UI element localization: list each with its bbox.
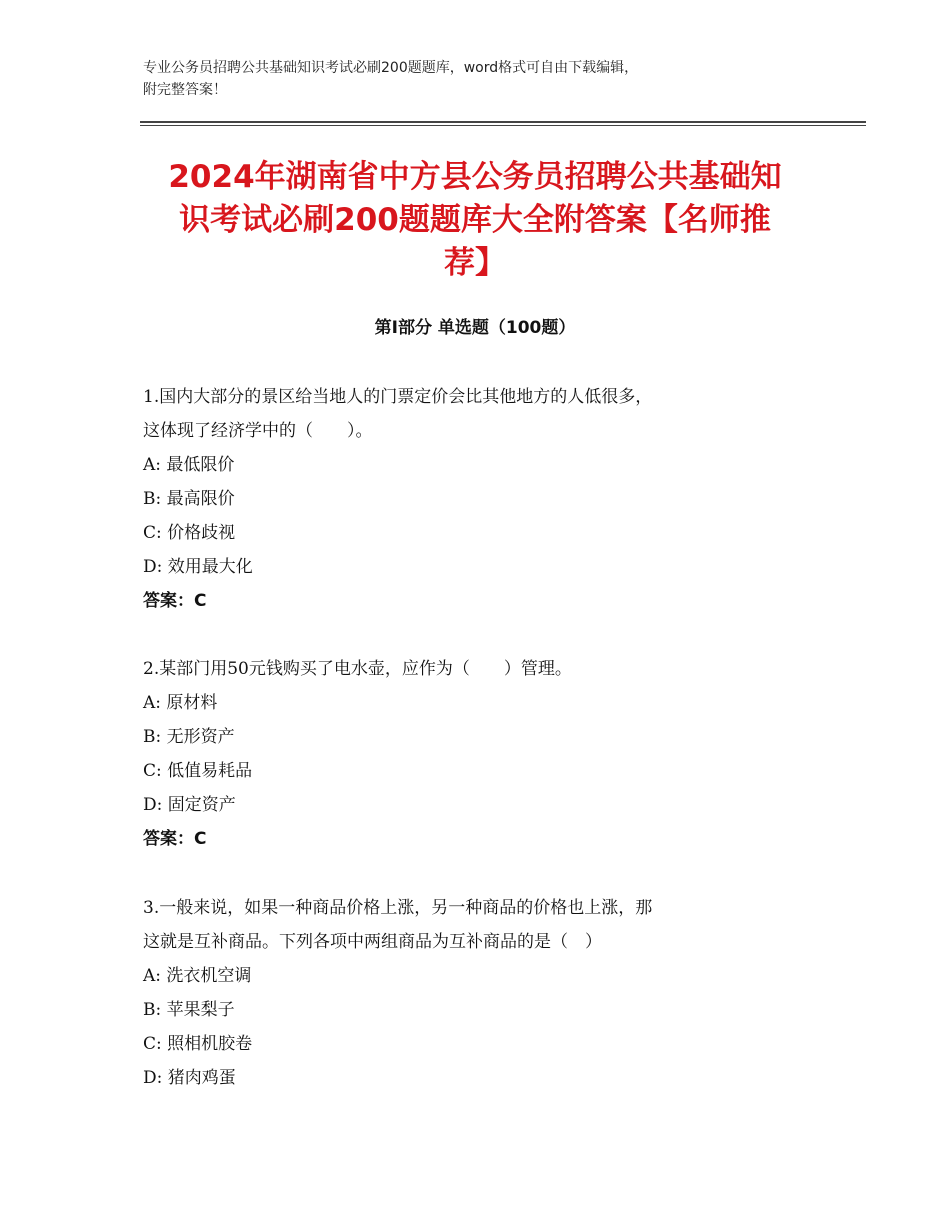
title-line: 识考试必刷200题题库大全附答案【名师推: [179, 202, 771, 238]
answer: 答案：C: [143, 591, 207, 611]
option-d: D: 猪肉鸡蛋: [143, 1068, 236, 1088]
option-c: C: 价格歧视: [143, 523, 236, 543]
section-heading: 第Ⅰ部分 单选题（100题）: [374, 318, 576, 338]
question-3: [143, 891, 652, 1095]
header-note-line: 专业公务员招聘公共基础知识考试必刷200题题库，word格式可自由下载编辑，: [143, 60, 639, 76]
answer: 答案：C: [143, 829, 207, 849]
option-c: C: 低值易耗品: [143, 761, 253, 781]
title-line: 荐】: [444, 245, 506, 281]
question-stem: 这就是互补商品。下列各项中两组商品为互补商品的是（ ）: [143, 932, 602, 952]
header-note-line: 附完整答案！: [143, 82, 227, 98]
option-b: B: 无形资产: [143, 727, 235, 747]
question-stem: 2.某部门用50元钱购买了电水壶，应作为（ ）管理。: [143, 659, 572, 679]
option-b: B: 苹果梨子: [143, 1000, 235, 1020]
option-d: D: 效用最大化: [143, 557, 253, 577]
option-d: D: 固定资产: [143, 795, 236, 815]
header-divider: [140, 121, 866, 123]
header-divider: [140, 125, 866, 126]
question-stem: 3.一般来说，如果一种商品价格上涨，另一种商品的价格也上涨，那: [143, 898, 653, 918]
header-note: [143, 57, 823, 101]
question-stem: 1.国内大部分的景区给当地人的门票定价会比其他地方的人低很多，: [143, 387, 653, 407]
option-a: A: 原材料: [143, 693, 218, 713]
option-a: A: 最低限价: [143, 455, 235, 475]
option-a: A: 洗衣机空调: [143, 966, 252, 986]
title-line: 2024年湖南省中方县公务员招聘公共基础知: [168, 159, 782, 195]
document-title: [130, 156, 820, 285]
question-stem: 这体现了经济学中的（ ）。: [143, 421, 373, 441]
option-b: B: 最高限价: [143, 489, 235, 509]
question-2: [143, 652, 572, 856]
option-c: C: 照相机胶卷: [143, 1034, 253, 1054]
question-1: [143, 380, 652, 618]
